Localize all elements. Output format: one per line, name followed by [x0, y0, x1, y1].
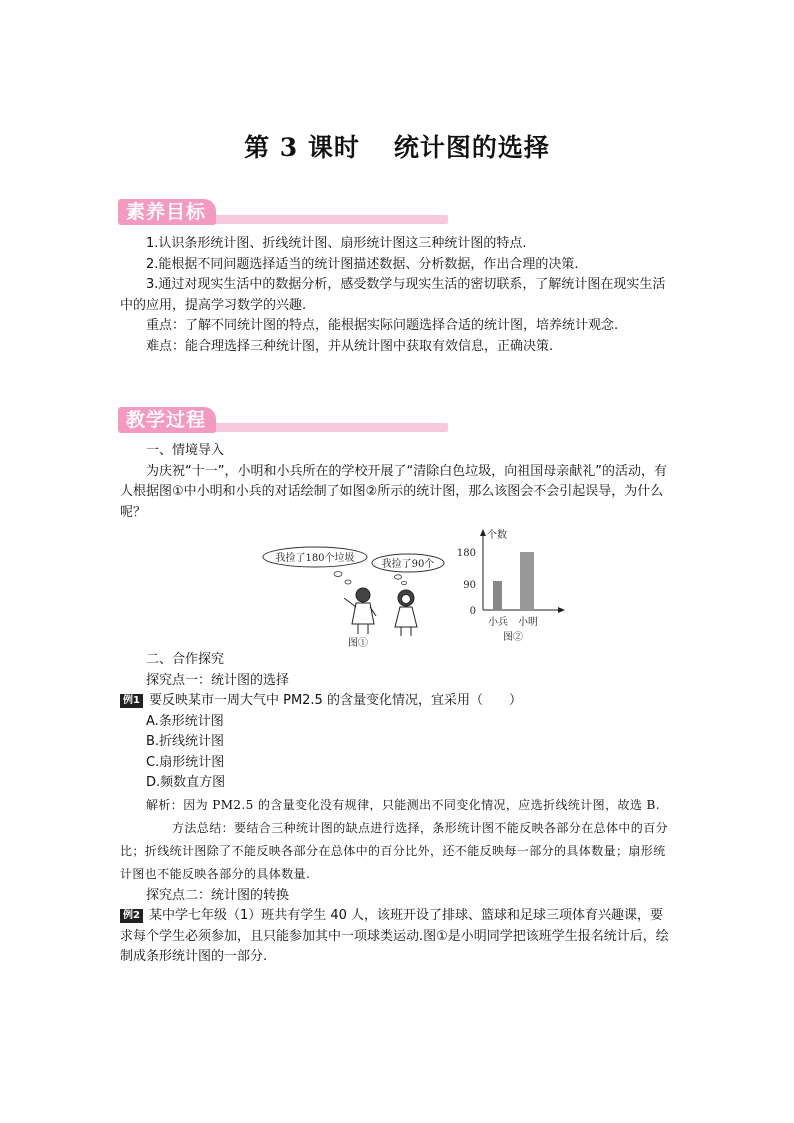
y-tick-label: 0 — [469, 606, 476, 617]
goal-item-1: 1.认识条形统计图、折线统计图、扇形统计图这三种统计图的特点. — [146, 236, 527, 251]
key-point: 重点：了解不同统计图的特点，能根据实际问题选择合适的统计图，培养统计观念. — [146, 318, 619, 333]
y-tick-label: 90 — [463, 580, 476, 591]
page-title — [0, 128, 794, 164]
x-category-label: 小兵 — [488, 617, 508, 628]
banner-label: 素养目标 — [118, 199, 216, 225]
section-banner-goals — [118, 199, 448, 227]
title-lesson: 第 3 课时 — [244, 133, 360, 162]
y-tick-label: 180 — [456, 548, 476, 559]
difficulty-point: 难点：能合理选择三种统计图，并从统计图中获取有效信息，正确决策. — [146, 338, 554, 354]
title-topic: 统计图的选择 — [393, 133, 550, 162]
goal-item-2: 2.能根据不同问题选择适当的统计图描述数据、分析数据，作出合理的决策. — [146, 256, 579, 272]
example1-analysis: 解析：因为 PM2.5 的含量变化没有规律，只能测出不同变化情况，应选折线统计图，故选 B. — [146, 797, 660, 812]
bar-chart — [457, 528, 565, 643]
section-banner-process — [118, 407, 448, 435]
option-d: D.频数直方图 — [146, 775, 226, 790]
banner-stripe — [198, 215, 448, 224]
point2-heading: 探究点二：统计图的转换 — [146, 887, 290, 903]
figure2-caption: 图② — [503, 632, 523, 643]
bar-xiaobing — [493, 581, 502, 610]
option-b: B.折线统计图 — [146, 734, 225, 749]
example-tag: 例1 — [120, 694, 143, 708]
process-intro — [120, 441, 675, 523]
x-category-label: 小明 — [518, 617, 538, 628]
dialogue-and-chart-figure — [258, 528, 578, 648]
example1-question: 例1 要反映某市一周大气中 PM2.5 的含量变化情况，宜采用（ ） — [120, 691, 675, 712]
figure-svg — [258, 528, 578, 648]
part1-heading: 一、情境导入 — [146, 443, 225, 458]
y-axis-label: 个数 — [487, 530, 507, 541]
example2-text: 例2 某中学七年级（1）班共有学生 40 人，该班开设了排球、篮球和足球三项体育兴趣课，要求每个学生必须参加，且只能参加其中一项球类运动.图①是小明同学把该班学生报名统计后，绘制成条形统计图的一部分. — [120, 908, 669, 964]
part2-heading: 二、合作探究 — [146, 652, 225, 667]
banner-label: 教学过程 — [118, 407, 216, 433]
goal-item-3: 3.通过对现实生活中的数据分析，感受数学与现实生活的密切联系，了解统计图在现实生活中的应用，提高学习数学的兴趣. — [120, 277, 666, 313]
option-c: C.扇形统计图 — [146, 754, 225, 770]
y-axis-arrow — [480, 529, 486, 536]
goals-text — [120, 234, 675, 357]
example1-method-summary: 方法总结：要结合三种统计图的缺点进行选择，条形统计图不能反映各部分在总体中的百分比；折线统计图除了不能反映各部分在总体中的百分比外，还不能反映每一部分的具体数量；扇形统计图也不能反映各部分的具体数量. — [120, 820, 669, 881]
bubble-text-2: 我捡了90个 — [381, 559, 435, 570]
x-axis-arrow — [558, 607, 565, 613]
banner-stripe — [198, 423, 448, 432]
girl-illustration — [395, 590, 417, 636]
figure1-caption: 图① — [348, 638, 368, 648]
cooperative-exploration — [120, 650, 675, 968]
boy-illustration — [344, 588, 376, 634]
option-a: A.条形统计图 — [146, 713, 224, 729]
bubble-text-1: 我捡了180个垃圾 — [275, 553, 355, 564]
point1-heading: 探究点一：统计图的选择 — [146, 672, 290, 688]
example-tag: 例2 — [120, 909, 143, 923]
bar-xiaoming — [520, 552, 534, 610]
intro-paragraph: 为庆祝“十一”，小明和小兵所在的学校开展了“清除白色垃圾，向祖国母亲献礼”的活动，有人根据图①中小明和小兵的对话绘制了如图②所示的统计图，那么该图会不会引起误导，为什么呢？ — [120, 463, 667, 520]
